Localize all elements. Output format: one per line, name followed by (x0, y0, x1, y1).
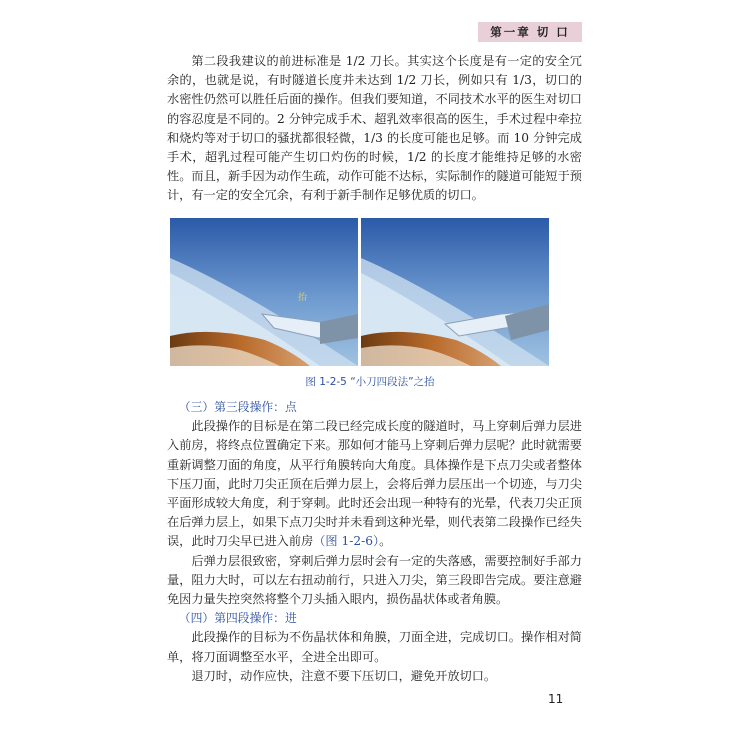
section-three (167, 398, 582, 686)
chapter-header-tab: 第一章 切 口 (478, 22, 582, 42)
figure-caption: 图 1-2-5 “小刀四段法”之抬 (305, 376, 435, 388)
section-three-paragraph-2: 后弹力层很致密，穿刺后弹力层时会有一定的失落感，需要控制好手部力量，阻力大时，可以左右扭动前行，只进入刀尖，第三段即告完成。要注意避免因力量失控突然将整个刀头插入眼内，损伤晶状体或者角膜。 (167, 553, 582, 607)
section-three-paragraph-1-end: 。 (379, 534, 392, 549)
section-four-paragraph-1: 此段操作的目标为不伤晶状体和角膜，刀面全进，完成切口。操作相对简单，将刀面调整至水平，全进全出即可。 (167, 630, 582, 664)
figure-1-2-5 (170, 218, 570, 368)
section-four-paragraph-2: 退刀时，动作应快，注意不要下压切口，避免开放切口。 (191, 668, 497, 683)
figure-left-illustration (170, 218, 358, 366)
section-three-paragraph-1-text: 此段操作的目标是在第二段已经完成长度的隧道时，马上穿刺后弹力层进入前房，将终点位置确定下来。那如何才能马上穿刺后弹力层呢？此时就需要重新调整刀面的角度，从平行角膜转向大角度。具体操作是下点刀尖或者整体下压刀面，此时刀尖正顶在后弹力层上，会将后弹力层压出一个切迹，与刀尖平面形成较大角度，利于穿刺。此时还会出现一种特有的光晕，代表刀尖正顶在后弹力层上，如果下点刀尖时并未看到这种光晕，则代表第二段操作已经失误，此时刀尖早已进入前房 (167, 419, 582, 549)
intro-paragraph: 第二段我建议的前进标准是 1/2 刀长。其实这个长度是有一定的安全冗余的，也就是说，有时隧道长度并未达到 1/2 刀长，例如只有 1/3，切口的水密性仍然可以胜任后面的操作。但我们要知道，不同技术水平的医生对切口的容忍度是不同的。2 分钟完成手术、超乳效率很高的医生，手术过程中牵拉和烧灼等对于切口的骚扰都很轻微，1/3 的长度可能也足够。而 10 分钟完成手术，超乳过程可能产生切口灼伤的时候，1/2 的长度才能维持足够的水密性。而且，新手因为动作生疏，动作可能不达标，实际制作的隧道可能短于预计，有一定的安全冗余，有利于新手制作足够优质的切口。 (167, 54, 582, 203)
figure-right-illustration (361, 218, 549, 366)
section-three-heading: （三）第三段操作：点 (178, 400, 297, 414)
section-three-paragraph-1 (167, 417, 582, 551)
figure-left-label: 抬 (298, 293, 308, 303)
intro-section (167, 52, 582, 206)
section-four-heading: （四）第四段操作：进 (178, 611, 297, 626)
figure-1-2-6-reference[interactable]: （图 1-2-6） (313, 534, 380, 549)
page-number: 11 (548, 692, 564, 706)
